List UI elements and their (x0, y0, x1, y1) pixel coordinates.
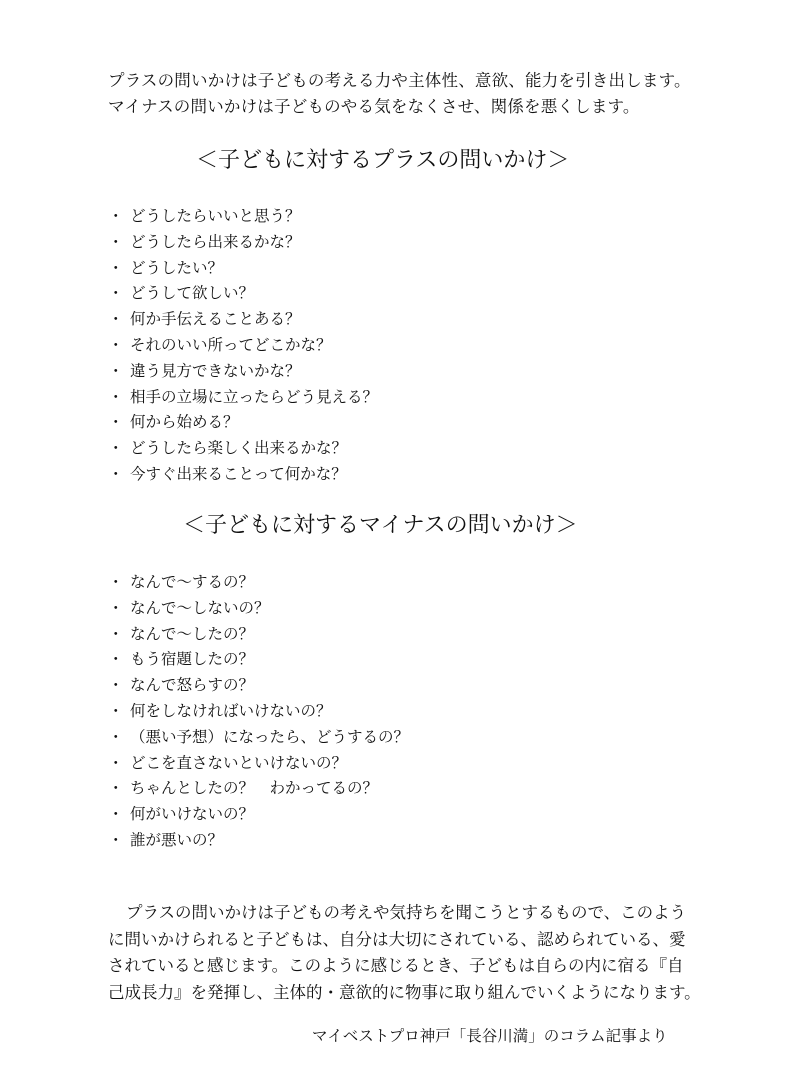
bullet-mark: ・ (108, 413, 124, 432)
question-text: 相手の立場に立ったらどう見える？ (130, 387, 379, 406)
question-text: 何をしなければいけないの？ (130, 701, 332, 720)
question-text: ちゃんとしたの？ わかってるの？ (130, 779, 379, 798)
closing-line: プラスの問いかけは子どもの考えや気持ちを聞こうとするもので、このよう (126, 903, 687, 922)
question-text: もう宿題したの？ (130, 650, 255, 669)
source-credit: マイベストプロ神戸「長谷川満」のコラム記事より (312, 1027, 668, 1045)
bullet-mark: ・ (108, 310, 124, 329)
question-text: それのいい所ってどこかな？ (130, 335, 332, 354)
question-text: 何がいけないの？ (130, 805, 255, 824)
bullet-mark: ・ (108, 387, 124, 406)
question-item (108, 462, 378, 488)
bullet-mark: ・ (108, 676, 124, 695)
question-item (108, 673, 409, 699)
bullet-mark: ・ (108, 439, 124, 458)
question-item (108, 570, 409, 596)
bullet-mark: ・ (108, 624, 124, 643)
question-text: 今すぐ出来ることって何かな？ (130, 464, 347, 483)
closing-paragraph (108, 900, 718, 1006)
question-item (108, 256, 378, 282)
question-item (108, 436, 378, 462)
question-item (108, 647, 409, 673)
question-item (108, 333, 378, 359)
bullet-mark: ・ (108, 805, 124, 824)
plus-questions-heading: ＜子どもに対するプラスの問いかけ＞ (196, 148, 570, 173)
question-text: 誰が悪いの？ (130, 830, 224, 849)
bullet-mark: ・ (108, 753, 124, 772)
question-text: なんで〜するの？ (130, 573, 255, 591)
bullet-mark: ・ (108, 258, 124, 277)
bullet-mark: ・ (108, 830, 124, 849)
plus-questions-list (108, 204, 378, 488)
bullet-mark: ・ (108, 284, 124, 303)
question-text: 違う見方できないかな？ (130, 361, 301, 380)
question-item (108, 385, 378, 411)
question-text: なんで〜しないの？ (130, 598, 270, 617)
question-item (108, 281, 378, 307)
bullet-mark: ・ (108, 650, 124, 669)
question-item (108, 776, 409, 802)
intro-paragraph (108, 68, 748, 120)
question-text: （悪い予想）になったら、どうするの？ (130, 727, 410, 746)
question-item (108, 410, 378, 436)
closing-line: に問いかけられると子どもは、自分は大切にされている、認められている、愛 (108, 929, 686, 949)
question-item (108, 359, 378, 385)
question-item (108, 622, 409, 648)
question-item (108, 828, 409, 854)
bullet-mark: ・ (108, 701, 124, 720)
question-text: どうして欲しい？ (130, 284, 255, 303)
question-text: 何から始める？ (130, 413, 239, 432)
bullet-mark: ・ (108, 598, 124, 617)
question-item (108, 725, 409, 751)
question-text: どこを直さないといけないの？ (130, 753, 348, 772)
question-text: どうしたらいいと思う？ (130, 207, 301, 225)
intro-line: プラスの問いかけは子どもの考える力や主体性、意欲、能力を引き出します。 (108, 71, 691, 90)
question-item (108, 802, 409, 828)
bullet-mark: ・ (108, 727, 124, 746)
question-item (108, 230, 378, 256)
bullet-mark: ・ (108, 232, 124, 251)
question-item (108, 307, 378, 333)
question-item (108, 596, 409, 622)
question-item (108, 204, 378, 230)
question-text: なんで〜したの？ (130, 624, 255, 643)
question-text: どうしたら楽しく出来るかな？ (130, 439, 348, 458)
question-text: どうしたら出来るかな？ (130, 232, 301, 251)
question-item (108, 751, 409, 777)
intro-line: マイナスの問いかけは子どものやる気をなくさせ、関係を悪くします。 (108, 97, 640, 116)
question-text: どうしたい？ (130, 258, 224, 277)
bullet-mark: ・ (108, 464, 124, 483)
question-item (108, 699, 409, 725)
bullet-mark: ・ (108, 207, 124, 225)
minus-questions-list (108, 570, 409, 854)
bullet-mark: ・ (108, 335, 124, 354)
closing-line: されていると感じます。このように感じるとき、子どもは自らの内に宿る『自 (108, 956, 684, 975)
question-text: 何か手伝えることある？ (130, 310, 301, 329)
question-text: なんで怒らすの？ (130, 676, 255, 695)
bullet-mark: ・ (108, 779, 124, 798)
closing-line: 己成長力』を発揮し、主体的・意欲的に物事に取り組んでいくようになります。 (108, 982, 701, 1002)
bullet-mark: ・ (108, 573, 124, 591)
minus-questions-heading: ＜子どもに対するマイナスの問いかけ＞ (183, 513, 578, 538)
bullet-mark: ・ (108, 361, 124, 380)
